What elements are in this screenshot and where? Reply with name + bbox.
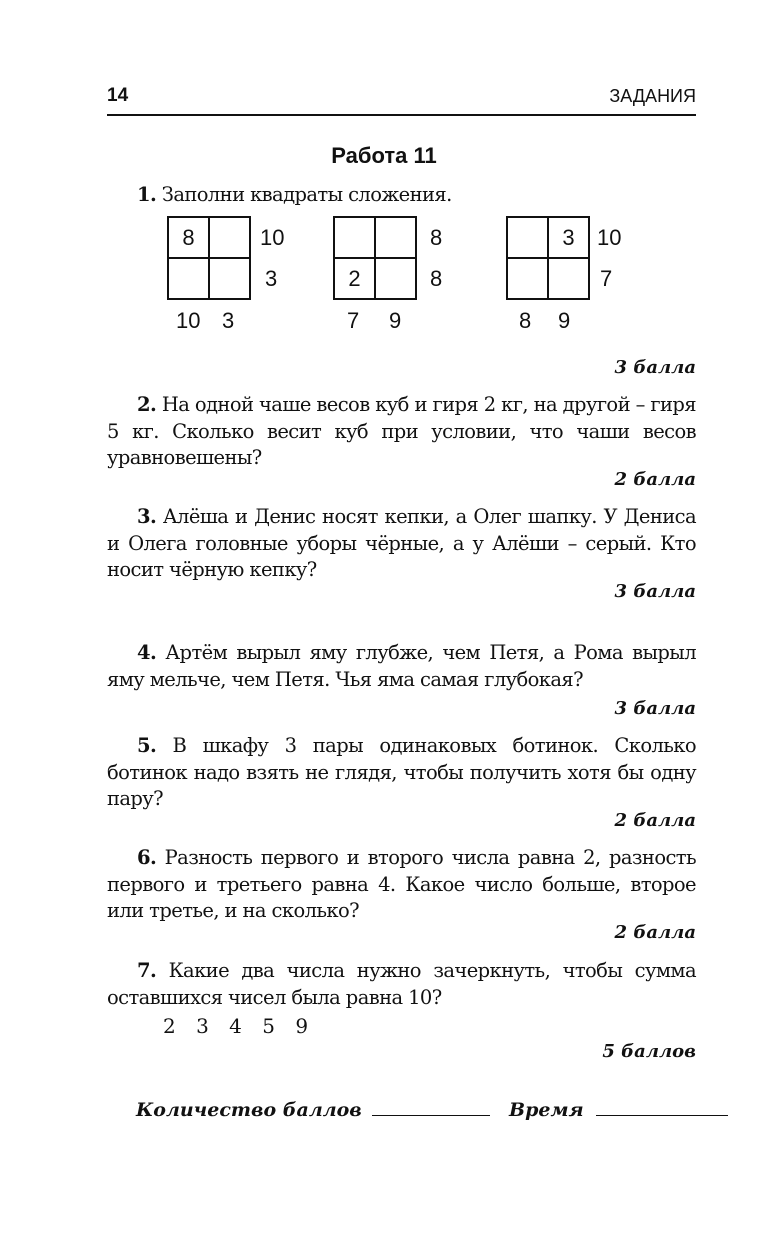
task-number: 4.	[137, 641, 157, 664]
page-title: Работа 11	[331, 143, 437, 168]
row-sum: 10	[597, 225, 622, 250]
task-text: Какие два числа нужно зачеркнуть, чтобы сумма оставшихся чисел была равна 10?	[107, 959, 696, 1009]
task-text: Алёша и Денис носят кепки, а Олег шапку. У Дениса и Олега головные уборы чёрные, а у Алёши – серый. Кто носит чёрную кепку?	[107, 505, 696, 581]
task-2	[107, 392, 696, 472]
score-footer	[136, 1099, 728, 1121]
task-7-numbers: 2 3 4 5 9	[163, 1014, 309, 1038]
time-label: Время	[509, 1099, 584, 1121]
square-cell[interactable]	[507, 217, 548, 258]
row-sum: 8	[430, 266, 443, 291]
square-cell[interactable]	[507, 258, 548, 299]
task-number: 3.	[137, 505, 157, 528]
square-cell[interactable]	[334, 217, 375, 258]
task-number: 5.	[137, 734, 157, 757]
score-label: 5 баллов	[602, 1041, 696, 1062]
addition-square-1	[167, 216, 251, 300]
square-cell[interactable]	[375, 217, 416, 258]
square-cell[interactable]: 3	[548, 217, 589, 258]
square-cell[interactable]: 2	[334, 258, 375, 299]
page-number: 14	[107, 85, 129, 106]
col-sum: 3	[222, 308, 235, 333]
square-cell[interactable]	[375, 258, 416, 299]
col-sum: 9	[558, 308, 571, 333]
square-cell[interactable]	[209, 258, 250, 299]
row-sum: 8	[430, 225, 443, 250]
task-4	[107, 640, 696, 693]
time-blank[interactable]	[596, 1115, 728, 1116]
section-header: ЗАДАНИЯ	[609, 86, 696, 106]
task-number: 2.	[137, 393, 157, 416]
row-sum: 10	[260, 225, 285, 250]
score-label: 3 балла	[614, 357, 696, 378]
score-label: 3 балла	[614, 698, 696, 719]
task-text: Заполни квадраты сложения.	[161, 183, 452, 206]
task-6	[107, 845, 696, 925]
task-text: Разность первого и второго числа равна 2, разность первого и третьего равна 4. Какое число больше, второе или третье, и на сколько?	[107, 846, 696, 922]
task-3	[107, 504, 696, 584]
points-blank[interactable]	[372, 1115, 490, 1116]
square-cell[interactable]	[209, 217, 250, 258]
square-cell[interactable]	[548, 258, 589, 299]
task-text: На одной чаше весов куб и гиря 2 кг, на другой – гиря 5 кг. Сколько весит куб при условии, что чаши весов уравновешены?	[107, 393, 696, 469]
col-sum: 10	[176, 308, 201, 333]
task-text: Артём вырыл яму глубже, чем Петя, а Рома вырыл яму мельче, чем Петя. Чья яма самая глубокая?	[107, 641, 696, 691]
task-number: 7.	[137, 959, 157, 982]
square-cell[interactable]	[168, 258, 209, 299]
col-sum: 7	[347, 308, 360, 333]
addition-square-2	[333, 216, 417, 300]
task-number: 6.	[137, 846, 157, 869]
task-5	[107, 733, 696, 813]
task-7	[107, 958, 696, 1011]
row-sum: 7	[600, 266, 613, 291]
row-sum: 3	[265, 266, 278, 291]
score-label: 2 балла	[614, 810, 696, 831]
score-label: 2 балла	[614, 922, 696, 943]
col-sum: 9	[389, 308, 402, 333]
square-cell[interactable]: 8	[168, 217, 209, 258]
task-1	[137, 182, 697, 209]
score-label: 3 балла	[614, 581, 696, 602]
points-label: Количество баллов	[136, 1099, 362, 1121]
score-label: 2 балла	[614, 469, 696, 490]
addition-square-3	[506, 216, 590, 300]
col-sum: 8	[519, 308, 532, 333]
header-divider	[107, 114, 696, 116]
task-number: 1.	[137, 183, 157, 206]
task-text: В шкафу 3 пары одинаковых ботинок. Сколько ботинок надо взять не глядя, чтобы получить хотя бы одну пару?	[107, 734, 696, 810]
